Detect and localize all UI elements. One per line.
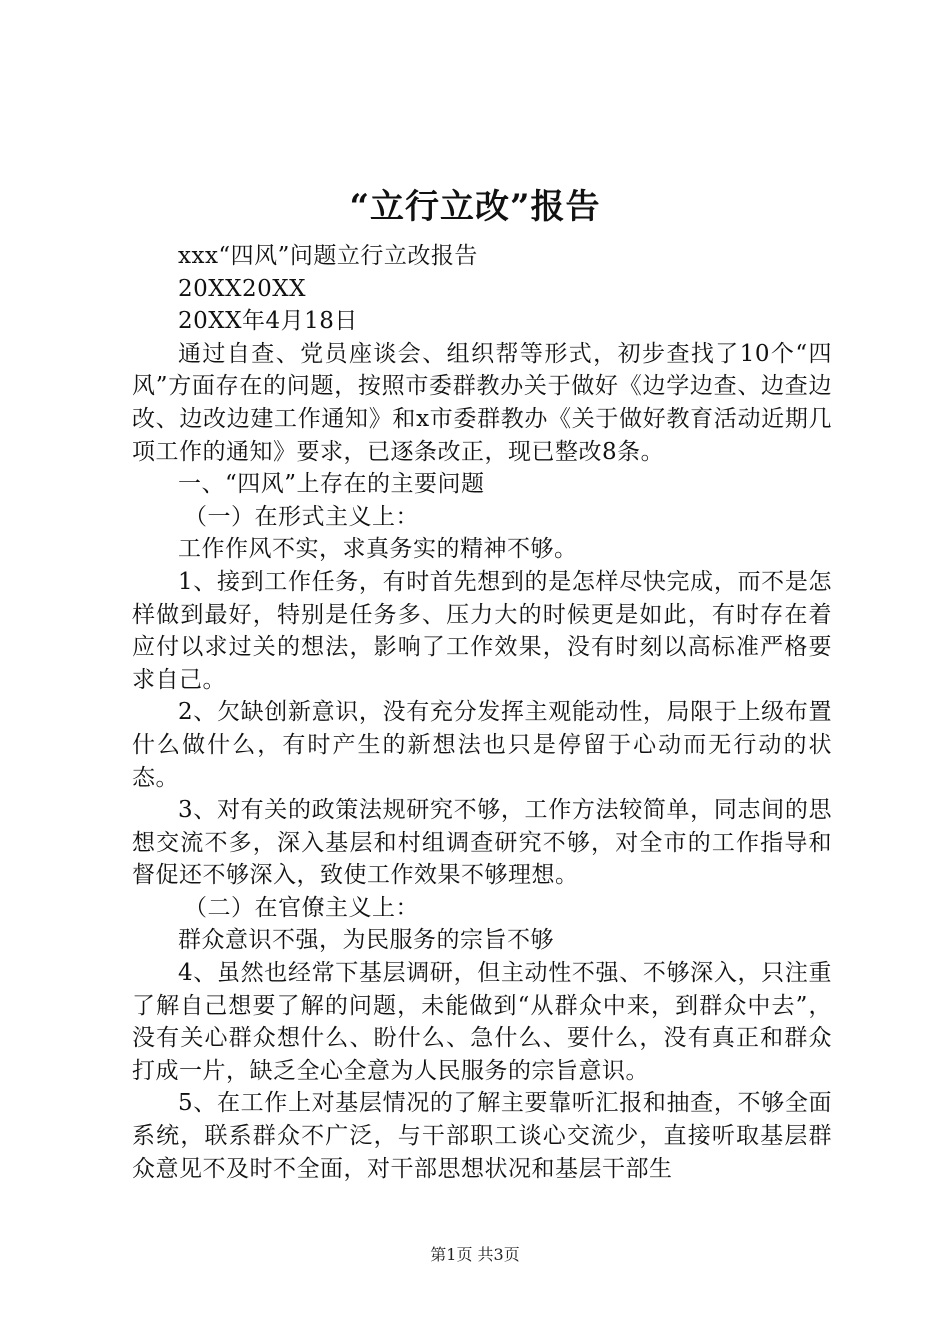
problem-item-2: 2、欠缺创新意识，没有充分发挥主观能动性，局限于上级布置什么做什么，有时产生的新想法也只是停留于心动而无行动的状态。 [132, 699, 832, 791]
intro-paragraph: 通过自查、党员座谈会、组织帮等形式，初步查找了10个“四风”方面存在的问题，按照市委群教办关于做好《边学边查、边查边改、边改边建工作通知》和x市委群教办《关于做好教育活动近期几项工作的通知》要求，已逐条改正，现已整改8条。 [132, 340, 832, 465]
section-heading-1: 一、“四风”上存在的主要问题 [178, 471, 485, 498]
problem-item-3: 3、对有关的政策法规研究不够，工作方法较简单，同志间的思想交流不多，深入基层和村组调查研究不够，对全市的工作指导和督促还不够深入，致使工作效果不够理想。 [132, 797, 832, 889]
document-title: “立行立改”报告 [349, 187, 601, 227]
problem-item-4: 4、虽然也经常下基层调研，但主动性不强、不够深入，只注重了解自己想要了解的问题，未能做到“从群众中来，到群众中去”，没有关心群众想什么、盼什么、急什么、要什么，没有真正和群众打成一片，缺乏全心全意为人民服务的宗旨意识。 [132, 960, 832, 1084]
page-number-footer: 第1页 共3页 [430, 1245, 520, 1264]
subsection-heading-bureaucratism: （二）在官僚主义上： [184, 894, 419, 921]
report-date: 20XX年4月18日 [178, 308, 358, 335]
subsection-heading-formalism: （一）在形式主义上： [184, 503, 419, 530]
report-subtitle: xxx“四风”问题立行立改报告 [178, 243, 478, 269]
report-code: 20XX20XX [178, 275, 307, 302]
formalism-summary: 工作作风不实，求真务实的精神不够。 [178, 536, 578, 563]
bureaucratism-summary: 群众意识不强，为民服务的宗旨不够 [178, 927, 554, 954]
problem-item-1: 1、接到工作任务，有时首先想到的是怎样尽快完成，而不是怎样做到最好，特别是任务多、压力大的时候更是如此，有时存在着应付以求过关的想法，影响了工作效果，没有时刻以高标准严格要求自己。 [132, 568, 832, 693]
problem-item-5: 5、在工作上对基层情况的了解主要靠听汇报和抽查，不够全面系统，联系群众不广泛，与干部职工谈心交流少，直接听取基层群众意见不及时不全面，对干部思想状况和基层干部生 [132, 1090, 832, 1182]
document-body [132, 240, 832, 1185]
